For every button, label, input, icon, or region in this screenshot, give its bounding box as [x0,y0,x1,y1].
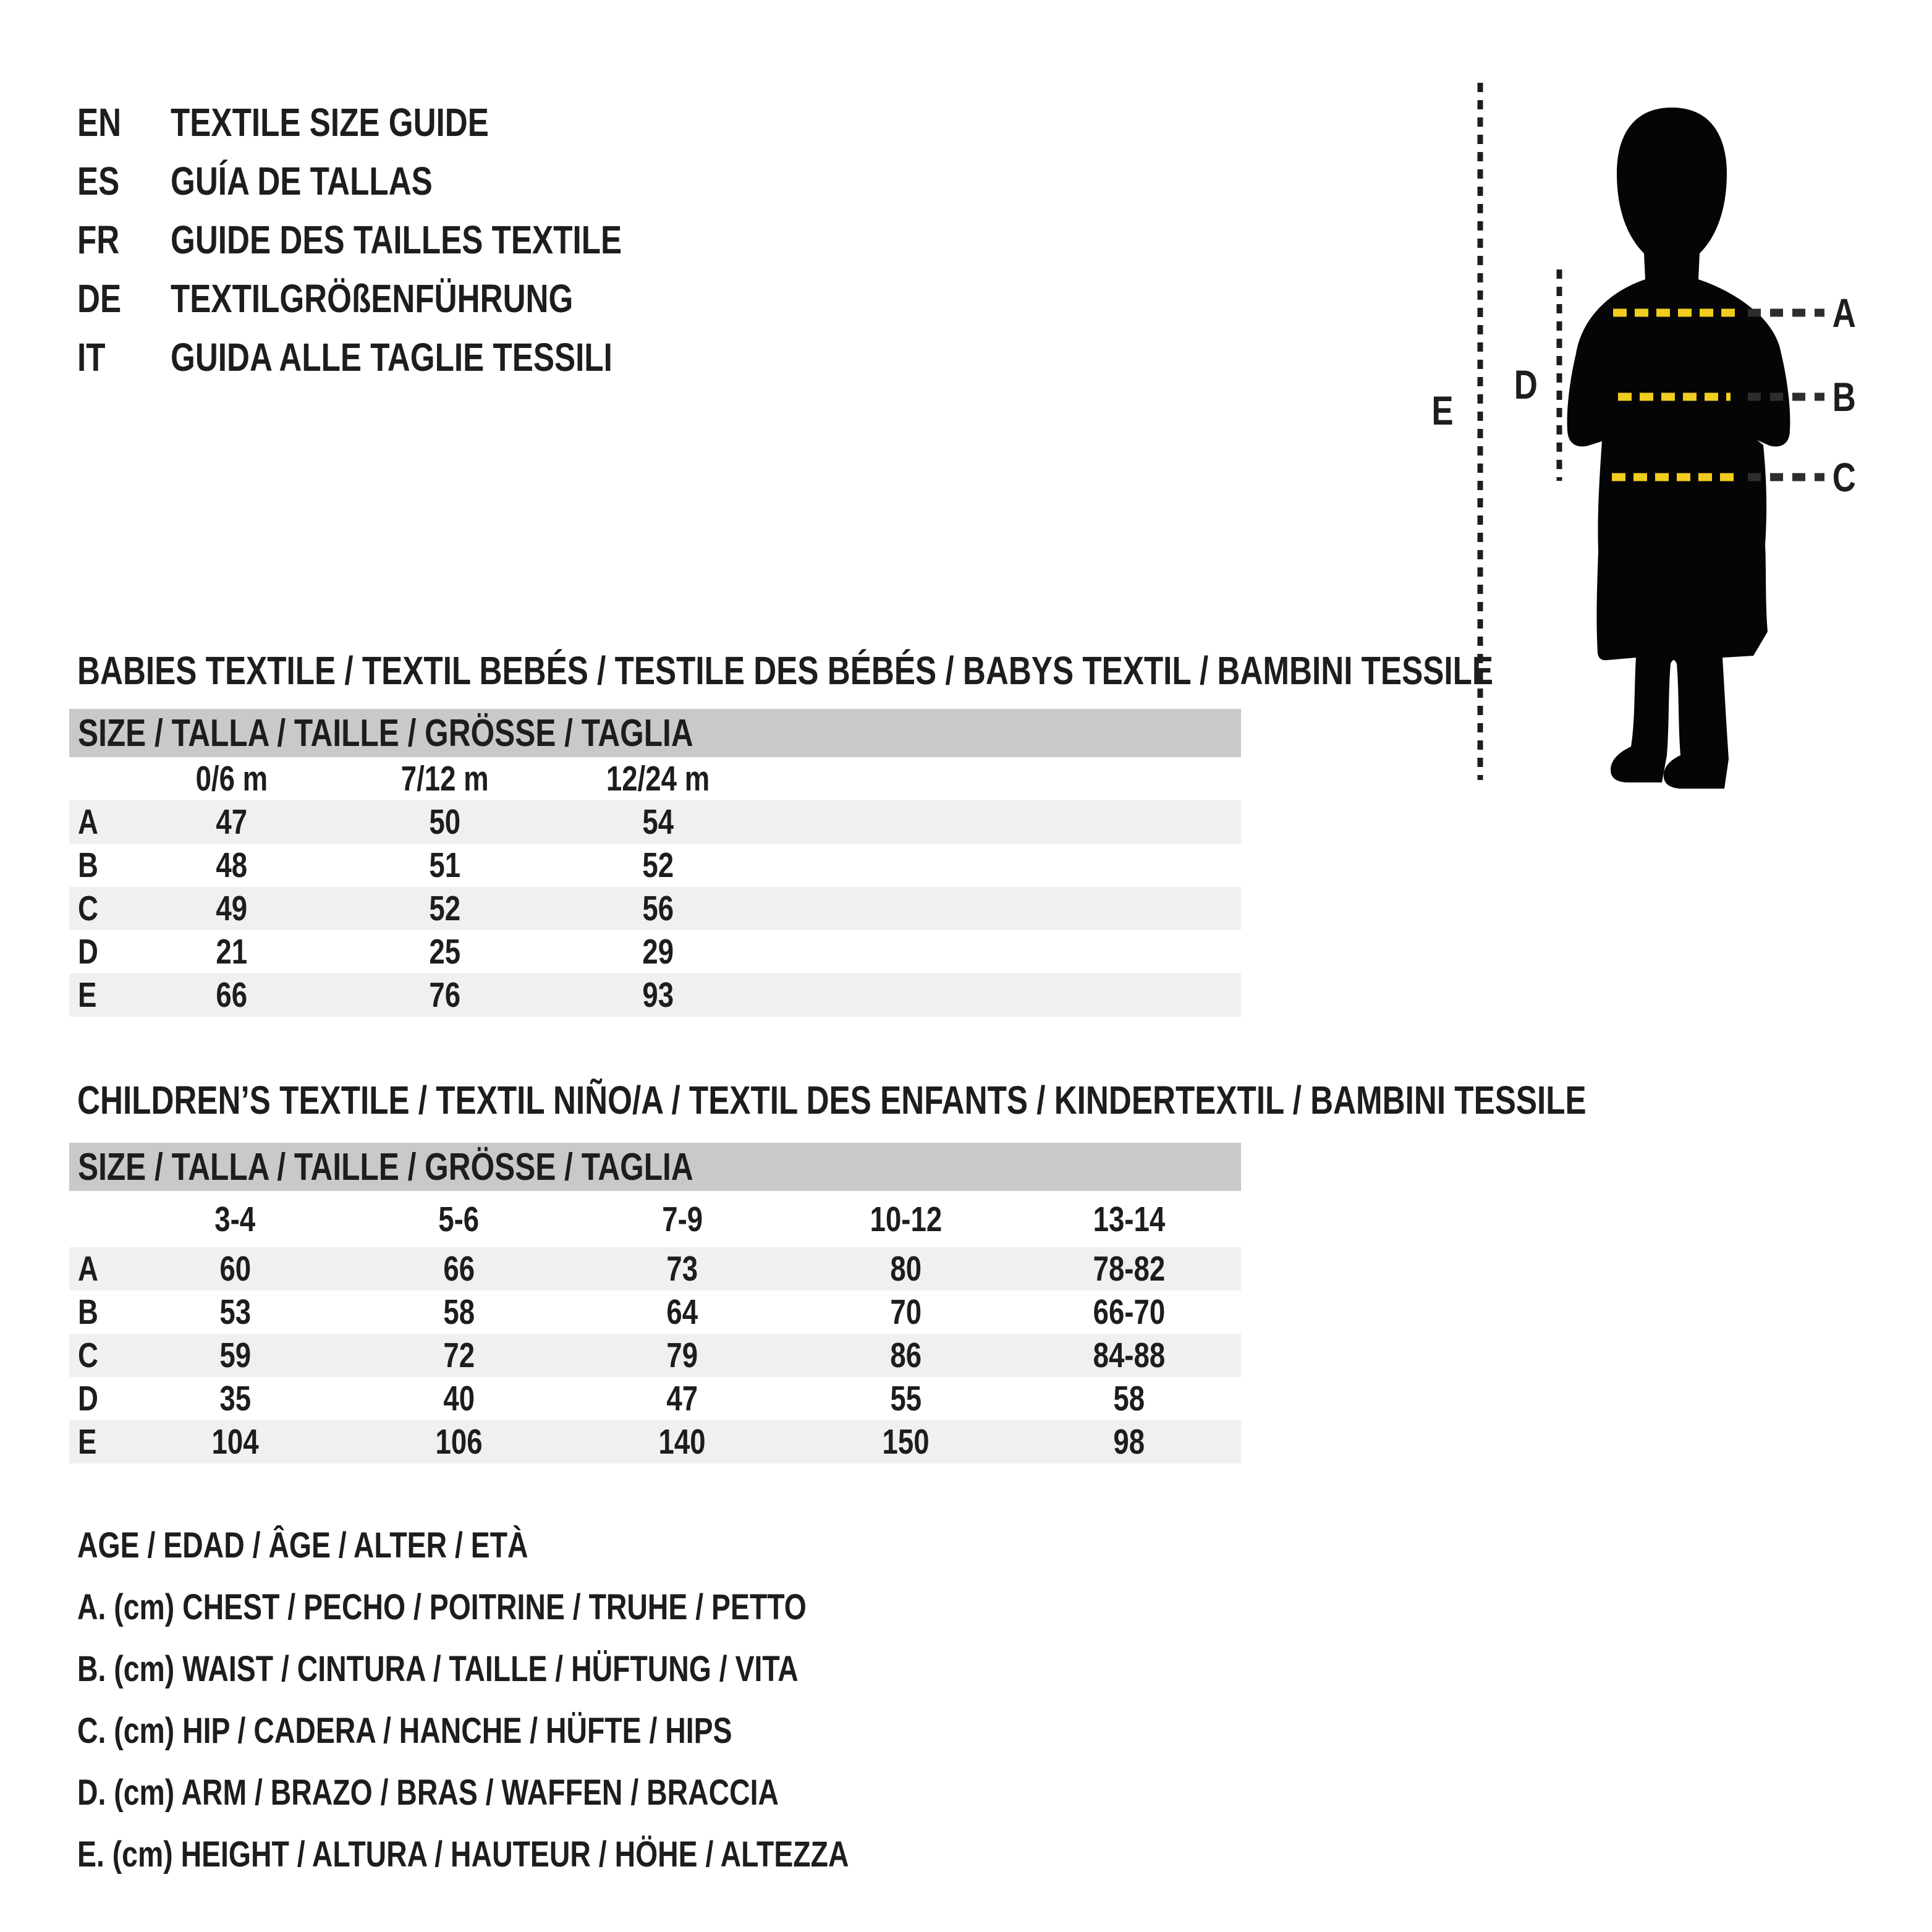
lang-row-fr [77,216,735,263]
label-chest-a: A [1832,290,1856,336]
lang-title: GUIDE DES TAILLES TEXTILE [171,218,622,262]
label-arm-d: D [1514,362,1538,407]
lang-code: EN [77,100,122,145]
table-row: B 53 58 64 70 66-70 [78,1292,1166,1332]
children-size-header-bar: SIZE / TALLA / TAILLE / GRÖSSE / TAGLIA [69,1143,1241,1191]
table-row: D 35 40 47 55 58 [78,1379,1145,1418]
lang-title: TEXTILGRÖßENFÜHRUNG [171,276,574,321]
legend-arm: D. (cm) ARM / BRAZO / BRAS / WAFFEN / BRACCIA [77,1772,779,1813]
table-row: B 48 51 52 [78,845,674,885]
legend-height: E. (cm) HEIGHT / ALTURA / HAUTEUR / HÖHE / ALTEZZA [77,1834,849,1875]
label-hip-c: C [1832,454,1856,500]
children-col-2: 7-9 [661,1200,703,1239]
children-col-1: 5-6 [438,1200,480,1239]
measurement-figure [1421,74,1932,810]
babies-section-heading: BABIES TEXTILE / TEXTIL BEBÉS / TESTILE DES BÉBÉS / BABYS TEXTIL / BAMBINI TESSILE [77,648,1494,693]
table-row: C 59 72 79 86 84-88 [69,1334,1241,1377]
lang-title: GUÍA DE TALLAS [171,159,433,203]
lang-title: TEXTILE SIZE GUIDE [171,100,489,145]
lang-row-it [77,334,723,381]
table-row: A 60 66 73 80 78-82 [69,1247,1241,1290]
lang-title: GUIDA ALLE TAGLIE TESSILI [171,335,612,379]
table-row: C 49 52 56 [69,887,1241,930]
children-column-header-row [69,1198,1241,1241]
table-row: D 21 25 29 [78,932,674,972]
child-silhouette-icon [1421,74,1932,810]
legend-chest: A. (cm) CHEST / PECHO / POITRINE / TRUHE / PETTO [77,1587,807,1627]
babies-col-1: 7/12 m [400,759,489,799]
babies-col-2: 12/24 m [606,759,710,799]
babies-size-header-bar: SIZE / TALLA / TAILLE / GRÖSSE / TAGLIA [69,709,1241,757]
children-col-4: 13-14 [1093,1200,1166,1239]
table-row: E 66 76 93 [69,973,1241,1017]
lang-code: DE [77,276,122,321]
children-section-heading: CHILDREN’S TEXTILE / TEXTIL NIÑO/A / TEXTIL DES ENFANTS / KINDERTEXTIL / BAMBINI TESSILE [77,1078,1587,1122]
lang-code: IT [77,335,106,379]
table-row: A 47 50 54 [69,800,1241,844]
legend-age: AGE / EDAD / ÂGE / ALTER / ETÀ [77,1525,528,1566]
lang-row-en [77,99,569,146]
table-row: E 104 106 140 150 98 [69,1420,1241,1464]
children-col-0: 3-4 [214,1200,256,1239]
lang-row-de [77,275,674,322]
children-col-3: 10-12 [870,1200,942,1239]
babies-col-0: 0/6 m [195,759,268,799]
legend-waist: B. (cm) WAIST / CINTURA / TAILLE / HÜFTUNG / VITA [77,1648,799,1689]
legend-hip: C. (cm) HIP / CADERA / HANCHE / HÜFTE / HIPS [77,1710,732,1751]
lang-row-es [77,158,498,205]
babies-column-header-row [69,757,1241,800]
lang-code: FR [77,218,120,262]
label-height-e: E [1431,388,1454,433]
label-waist-b: B [1832,374,1856,420]
lang-code: ES [77,159,120,203]
